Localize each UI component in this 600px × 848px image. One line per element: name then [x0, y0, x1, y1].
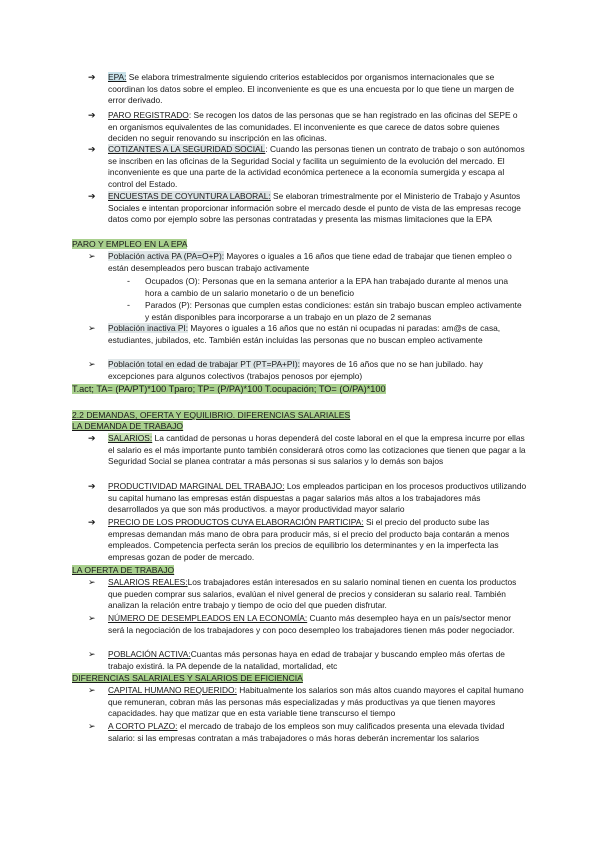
dash-icon: - — [127, 300, 130, 310]
list-item-epa: ➔ EPA: Se elabora trimestralmente siguiendo criterios establecidos por organismos internacionales que se coordinan los datos sobre el empleo. El inconveniente es que es una encuesta por lo que tiene un margen de error derivado. — [88, 72, 514, 106]
list-item-cotizantes: ➔ COTIZANTES A LA SEGURIDAD SOCIAL: Cuando las personas tienen un contrato de trabajo o son autónomos se inscriben en las oficinas de la Seguridad Social y facilita un seguimiento de la evolución del mercado. El inconveniente es que una parte de la actividad económica pertenece a la economía sumergida y escapa al control del Estado. — [88, 144, 525, 189]
list-item-salarios-reales: ➢ SALARIOS REALES:Los trabajadores están interesados en su salario nominal tienen en cuenta los productos que pueden comprar sus salarios, evalúan el nivel general de precios y consideran su salario real. También analizan la relación entre trabajo y tiempo de ocio del que pueden disfrutar. — [88, 577, 517, 611]
term-productividad: PRODUCTIVIDAD MARGINAL DEL TRABAJO: — [108, 481, 285, 491]
term-corto-plazo: A CORTO PLAZO: — [108, 721, 178, 731]
triangle-arrow-icon: ➢ — [88, 649, 96, 659]
triangle-arrow-icon: ➢ — [88, 613, 96, 623]
term-numero-desempleados: NÚMERO DE DESEMPLEADOS EN LA ECONOMÍA: — [108, 613, 308, 623]
dash-icon: - — [127, 276, 130, 286]
triangle-arrow-icon: ➢ — [88, 685, 96, 695]
list-item-productividad: ➔ PRODUCTIVIDAD MARGINAL DEL TRABAJO: Los empleados participan en los procesos productivos utilizando su capital humano las empresas están dispuestas a pagar salarios más altos a los trabajadores más desarrollados ya que son más productivos. a mayor productividad mayor salario — [88, 481, 527, 515]
heading-section-2-2: 2.2 DEMANDAS, OFERTA Y EQUILIBRIO. DIFERENCIAS SALARIALES — [72, 410, 351, 420]
heading-diferencias: DIFERENCIAS SALARIALES Y SALARIOS DE EFICIENCIA — [72, 673, 303, 683]
list-item-poblacion-activa: ➢ Población activa PA (PA=O+P): Mayores o iguales a 16 años que tiene edad de trabajar que tienen empleo o están desempleados pero buscan trabajo activamente — [88, 251, 512, 273]
term-poblacion-activa-oferta: POBLACIÓN ACTIVA: — [108, 649, 191, 659]
term-cotizantes: COTIZANTES A LA SEGURIDAD SOCIAL — [108, 144, 266, 154]
term-encuestas: ENCUESTAS DE COYUNTURA LABORAL: — [108, 191, 271, 201]
arrow-icon: ➔ — [88, 144, 96, 154]
list-item-ocupados: - Ocupados (O): Personas que en la semana anterior a la EPA han trabajado durante al menos una hora a cambio de un salario monetario o de un beneficio — [127, 276, 508, 298]
term-poblacion-total: Población total en edad de trabajar PT (PT=PA+PI): — [108, 359, 300, 369]
list-item-salarios: ➔ SALARIOS: La cantidad de personas u horas dependerá del coste laboral en el que la empresa incurre por ellas el salario es el más importante punto también considerará otros como las cotizaciones que tienen que pagar a la Seguridad Social se planea contratar a más personas si sus salarios y lo demás son bajos — [88, 433, 526, 467]
list-item-encuestas: ➔ ENCUESTAS DE COYUNTURA LABORAL: Se elaboran trimestralmente por el Ministerio de Trabajo y Asuntos Sociales e intentan proporcionar información sobre el mercado desde el punto de vista de las empresas recoge datos como por ejemplo sobre las personas contratadas y presenta las mismas limitaciones que la EPA — [88, 191, 521, 225]
list-item-precio-productos: ➔ PRECIO DE LOS PRODUCTOS CUYA ELABORACIÓN PARTICIPA: Si el precio del producto sube las empresas demandan más mano de obra para producir más, si el precio del producto baja contarán a menos empleados. Competencia perfecta serán los precios de equilibrio los determinantes y en la imperfecta las empresas gozan de poder de mercado. — [88, 517, 510, 562]
heading-demanda: LA DEMANDA DE TRABAJO — [72, 421, 184, 431]
triangle-arrow-icon: ➢ — [88, 577, 96, 587]
list-item-poblacion-inactiva: ➢ Población inactiva PI: Mayores o iguales a 16 años que no están ni ocupadas ni paradas: am@s de casa, estudiantes, jubilados, etc. También están incluidas las personas que no buscan empleo activamente — [88, 323, 501, 345]
arrow-icon: ➔ — [88, 191, 96, 201]
term-poblacion-inactiva: Población inactiva PI: — [108, 323, 189, 333]
list-item-parados: - Parados (P): Personas que cumplen estas condiciones: están sin trabajo buscan empleo activamente y están disponibles para incorporarse a un trabajo en un plazo de 2 semanas — [127, 300, 522, 322]
heading-oferta: LA OFERTA DE TRABAJO — [72, 565, 175, 575]
triangle-arrow-icon: ➢ — [88, 721, 96, 731]
term-paro-registrado: PARO REGISTRADO — [108, 110, 189, 120]
list-item-paro-registrado: ➔ PARO REGISTRADO: Se recogen los datos de las personas que se han registrado en las oficinas del SEPE o en organismos equivalentes de las comunidades. El inconveniente es que carece de datos sobre quienes deciden no seguir renovando su inscripción en las oficinas. — [88, 110, 518, 144]
list-item-numero-desempleados: ➢ NÚMERO DE DESEMPLEADOS EN LA ECONOMÍA: Cuanto más desempleo haya en un país/sector menor será la negociación de los trabajadores y con poco desempleo los trabajadores tienen más poder negociador. — [88, 613, 515, 635]
arrow-icon: ➔ — [88, 72, 96, 82]
list-item-capital-humano: ➢ CAPITAL HUMANO REQUERIDO: Habitualmente los salarios son más altos cuando mayores el capital humano que remuneran, cobran más las personas más especializadas y más productivas ya que tienen mayores capacidades. hay que matizar que en esta variable tiene transcurso el tiempo — [88, 685, 524, 719]
term-poblacion-activa: Población activa PA (PA=O+P): — [108, 251, 225, 261]
triangle-arrow-icon: ➢ — [88, 323, 96, 333]
term-salarios: SALARIOS: — [108, 433, 153, 443]
term-precio-productos: PRECIO DE LOS PRODUCTOS CUYA ELABORACIÓN PARTICIPA: — [108, 517, 364, 527]
term-salarios-reales: SALARIOS REALES: — [108, 577, 188, 587]
triangle-arrow-icon: ➢ — [88, 359, 96, 369]
triangle-arrow-icon: ➢ — [88, 251, 96, 261]
term-epa: EPA: — [108, 72, 127, 82]
list-item-corto-plazo: ➢ A CORTO PLAZO: el mercado de trabajo de los empleos son muy calificados presenta una elevada tividad salario: si las empresas contratan a más trabajadores o más horas deberán incrementar los salarios — [88, 721, 505, 743]
arrow-icon: ➔ — [88, 481, 96, 491]
term-capital-humano: CAPITAL HUMANO REQUERIDO: — [108, 685, 237, 695]
formulas-line: T.act; TA= (PA/PT)*100 Tparo; TP= (P/PA)*100 T.ocupación; TO= (O/PA)*100 — [72, 384, 386, 394]
arrow-icon: ➔ — [88, 433, 96, 443]
arrow-icon: ➔ — [88, 517, 96, 527]
list-item-poblacion-total: ➢ Población total en edad de trabajar PT (PT=PA+PI): mayores de 16 años que no se han jubilado. hay excepciones para algunos colectivos (trabajos penosos por ejemplo) — [88, 359, 483, 381]
heading-paro-empleo: PARO Y EMPLEO EN LA EPA — [72, 239, 188, 249]
arrow-icon: ➔ — [88, 110, 96, 120]
list-item-poblacion-activa-oferta: ➢ POBLACIÓN ACTIVA:Cuantas más personas haya en edad de trabajar y buscando empleo más ofertas de trabajo existirá. la PA depende de la natalidad, mortalidad, etc — [88, 649, 505, 671]
